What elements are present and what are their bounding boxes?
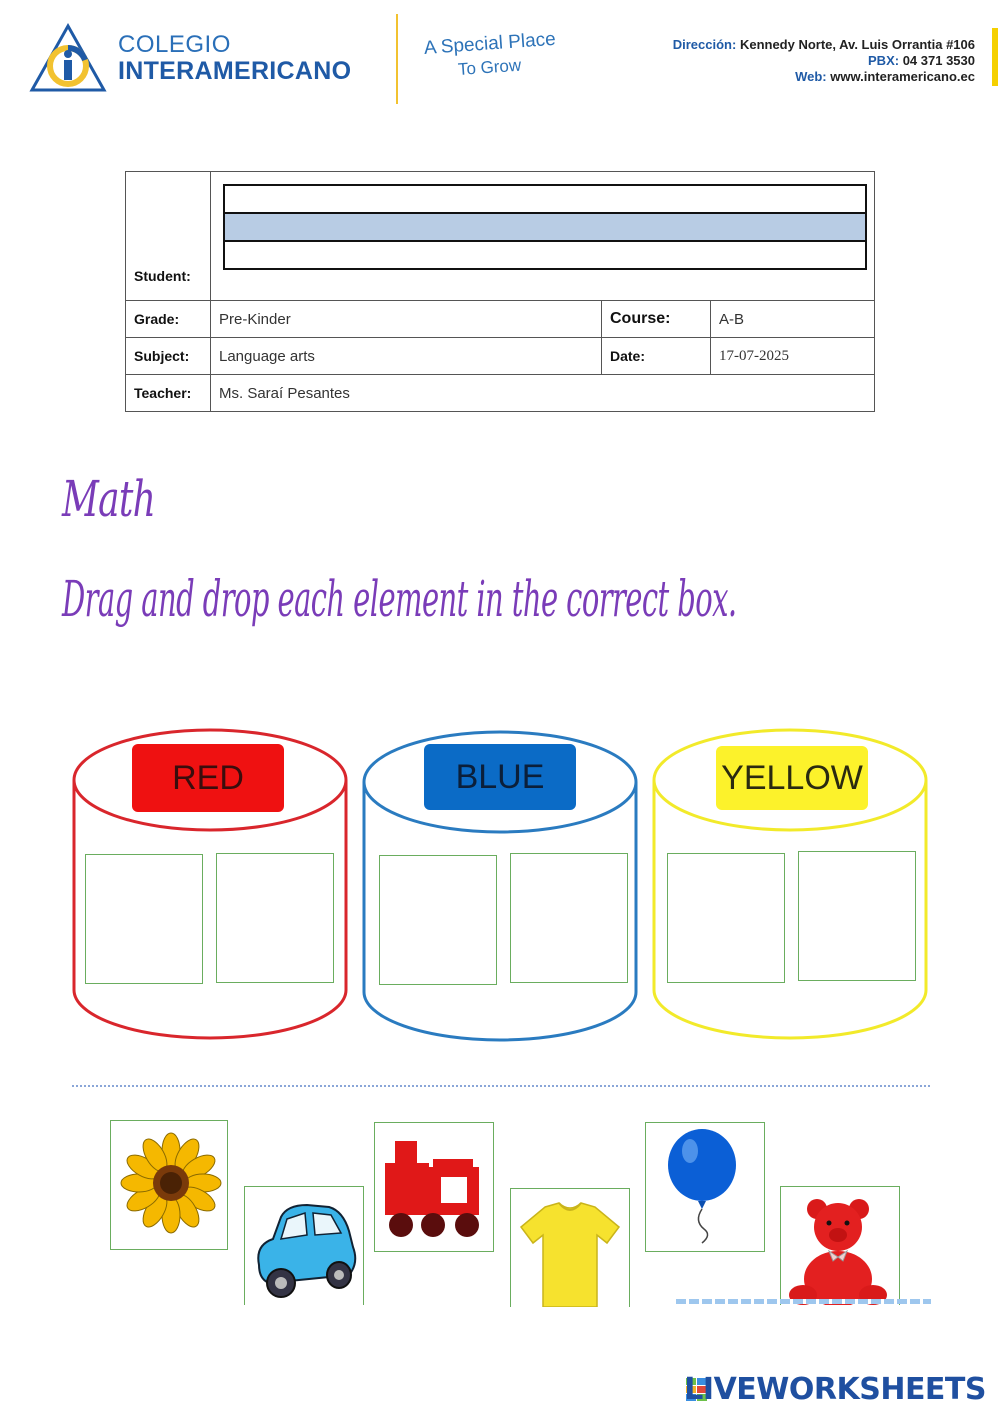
teddy-bear-icon bbox=[781, 1187, 899, 1305]
bin-yellow-label: YELLOW bbox=[716, 746, 868, 810]
train-icon bbox=[375, 1123, 493, 1251]
bin-blue bbox=[360, 730, 640, 1050]
address-label: Dirección: bbox=[672, 37, 737, 52]
drop-box-blue-1[interactable] bbox=[379, 855, 497, 985]
footer-brand: LIVEWORKSHEETS bbox=[684, 1372, 986, 1407]
grade-label: Grade: bbox=[126, 301, 211, 338]
student-name-line2[interactable] bbox=[223, 214, 867, 242]
drop-box-yellow-1[interactable] bbox=[667, 853, 785, 983]
bin-red bbox=[70, 728, 350, 1048]
student-name-line1[interactable] bbox=[223, 184, 867, 214]
section-title: Math bbox=[62, 470, 156, 528]
instruction-text: Drag and drop each element in the correct box. bbox=[62, 570, 737, 628]
subject-value: Language arts bbox=[211, 338, 602, 375]
slogan-line1: A Special Place bbox=[423, 28, 557, 59]
teacher-label: Teacher: bbox=[126, 375, 211, 412]
bin-yellow bbox=[650, 728, 930, 1048]
student-info-table bbox=[125, 171, 875, 412]
course-value: A-B bbox=[711, 301, 875, 338]
cropped-watermark-strip bbox=[676, 1299, 931, 1304]
bin-red-label: RED bbox=[132, 744, 284, 812]
bin-blue-label: BLUE bbox=[424, 744, 576, 810]
web-label: Web: bbox=[795, 69, 827, 84]
date-value: 17-07-2025 bbox=[711, 338, 875, 375]
item-sunflower[interactable] bbox=[110, 1120, 228, 1250]
header-divider bbox=[396, 14, 398, 104]
tshirt-icon bbox=[511, 1189, 629, 1307]
drop-box-blue-2[interactable] bbox=[510, 853, 628, 983]
item-car[interactable] bbox=[244, 1186, 364, 1305]
school-logo-icon bbox=[28, 22, 108, 94]
student-name-line3[interactable] bbox=[223, 242, 867, 270]
balloon-icon bbox=[646, 1123, 764, 1251]
header-accent-bar bbox=[992, 28, 998, 86]
phone-label: PBX: bbox=[868, 53, 900, 68]
web-value: www.interamericano.ec bbox=[830, 69, 975, 84]
student-name-field[interactable] bbox=[223, 184, 867, 270]
item-teddy-bear[interactable] bbox=[780, 1186, 900, 1305]
school-name-line2: INTERAMERICANO bbox=[118, 57, 352, 85]
school-name-line1: COLEGIO bbox=[118, 31, 231, 58]
slogan-line2: To Grow bbox=[457, 55, 522, 79]
web-line bbox=[795, 69, 975, 85]
grade-value: Pre-Kinder bbox=[211, 301, 602, 338]
item-balloon[interactable] bbox=[645, 1122, 765, 1252]
sunflower-icon bbox=[111, 1121, 227, 1249]
address-value: Kennedy Norte, Av. Luis Orrantia #106 bbox=[739, 37, 975, 52]
student-label: Student: bbox=[126, 172, 211, 301]
course-label: Course: bbox=[602, 301, 711, 338]
car-icon bbox=[245, 1187, 363, 1305]
student-name-cell bbox=[211, 172, 875, 301]
drop-box-red-1[interactable] bbox=[85, 854, 203, 984]
item-train[interactable] bbox=[374, 1122, 494, 1252]
teacher-value: Ms. Saraí Pesantes bbox=[211, 375, 875, 412]
date-label: Date: bbox=[602, 338, 711, 375]
subject-label: Subject: bbox=[126, 338, 211, 375]
phone-line bbox=[868, 53, 975, 69]
drop-box-yellow-2[interactable] bbox=[798, 851, 916, 981]
item-tshirt[interactable] bbox=[510, 1188, 630, 1307]
drop-box-red-2[interactable] bbox=[216, 853, 334, 983]
separator-line bbox=[72, 1085, 930, 1087]
address-line bbox=[673, 37, 975, 53]
phone-value: 04 371 3530 bbox=[902, 53, 975, 68]
